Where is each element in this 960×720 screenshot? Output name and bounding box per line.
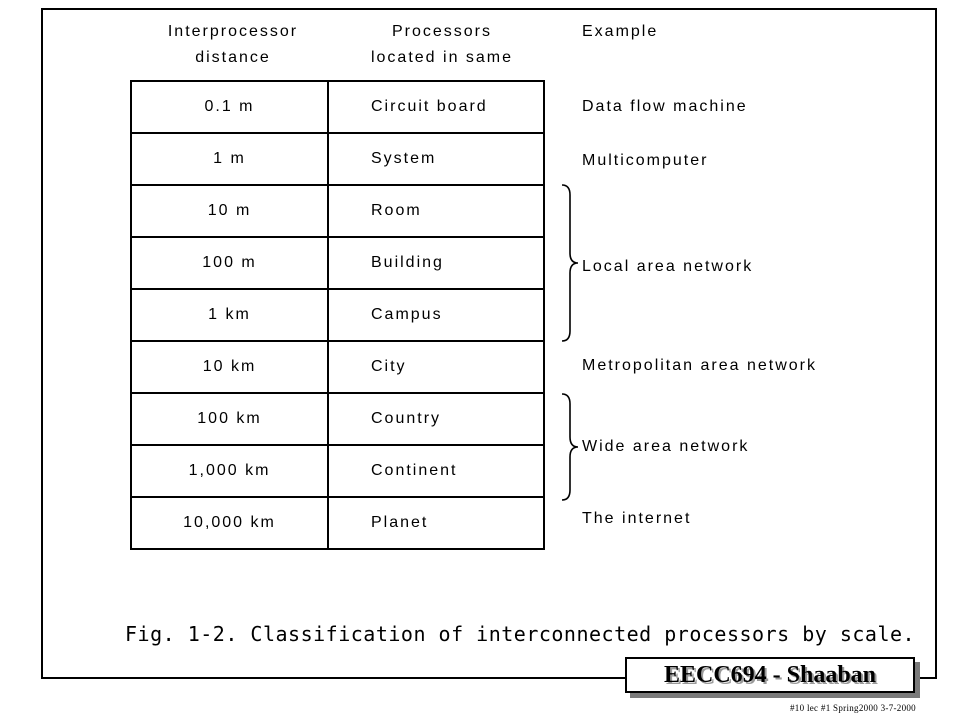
location-cell: Building (328, 237, 544, 289)
course-logo-text: EECC694 - Shaaban (663, 662, 877, 688)
lan-group-brace-icon (556, 183, 580, 343)
distance-header-line2: distance (195, 49, 271, 66)
example-the-internet: The internet (582, 510, 692, 527)
course-logo (625, 657, 915, 693)
table-row (131, 497, 544, 549)
distance-cell: 100 m (131, 237, 328, 289)
distance-column-header (152, 19, 314, 71)
figure-caption: Fig. 1-2. Classification of interconnected processors by scale. (125, 622, 916, 646)
example-wide-area-network: Wide area network (582, 438, 750, 455)
distance-cell: 10,000 km (131, 497, 328, 549)
distance-header-line1: Interprocessor (167, 23, 299, 40)
location-header-line2: located in same (370, 49, 514, 66)
location-cell: Campus (328, 289, 544, 341)
location-cell: City (328, 341, 544, 393)
table-row (131, 341, 544, 393)
distance-cell: 0.1 m (131, 81, 328, 133)
table-row (131, 445, 544, 497)
table-row (131, 393, 544, 445)
distance-cell: 1 m (131, 133, 328, 185)
example-local-area-network: Local area network (582, 258, 754, 275)
example-metropolitan-area-network: Metropolitan area network (582, 357, 817, 374)
table-row (131, 185, 544, 237)
table-row (131, 237, 544, 289)
location-header-line1: Processors (391, 23, 493, 40)
distance-cell: 100 km (131, 393, 328, 445)
location-cell: Room (328, 185, 544, 237)
example-column-header (582, 19, 658, 45)
slide-footer: #10 lec #1 Spring2000 3-7-2000 (790, 703, 916, 713)
distance-cell: 1,000 km (131, 445, 328, 497)
table-row (131, 289, 544, 341)
distance-cell: 1 km (131, 289, 328, 341)
location-cell: System (328, 133, 544, 185)
example-header-label: Example (582, 23, 659, 40)
location-column-header (356, 19, 528, 71)
example-data-flow-machine: Data flow machine (582, 98, 748, 115)
location-cell: Planet (328, 497, 544, 549)
location-cell: Country (328, 393, 544, 445)
example-multicomputer: Multicomputer (582, 152, 709, 169)
classification-table (130, 80, 545, 550)
distance-cell: 10 km (131, 341, 328, 393)
location-cell: Circuit board (328, 81, 544, 133)
wan-group-brace-icon (556, 392, 580, 502)
table-row (131, 81, 544, 133)
distance-cell: 10 m (131, 185, 328, 237)
table-row (131, 133, 544, 185)
location-cell: Continent (328, 445, 544, 497)
